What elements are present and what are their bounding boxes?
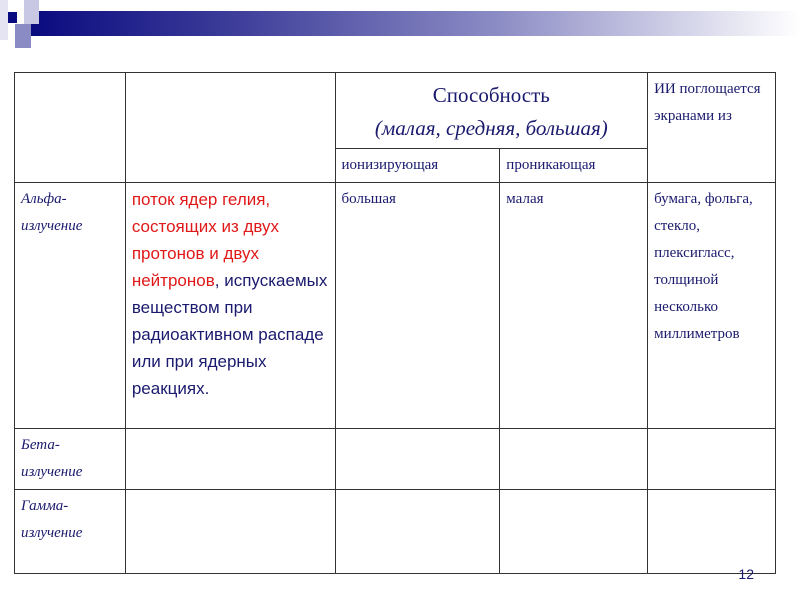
row-screen	[648, 490, 776, 574]
decor-square	[0, 0, 8, 40]
description-rest: , испускаемых веществом при радиоактивном распаде или при ядерных реакциях.	[131, 271, 328, 398]
row-name: Бета-излучение	[15, 429, 126, 490]
empty-cell	[15, 73, 126, 183]
ability-subtitle: (малая, средняя, большая)	[374, 116, 608, 140]
radiation-table	[14, 72, 776, 574]
row-description	[125, 183, 335, 429]
penetrating-header: проникающая	[500, 149, 648, 183]
row-penetrating	[500, 429, 648, 490]
ability-title: Способность	[432, 83, 550, 107]
row-description	[125, 429, 335, 490]
description-highlight: поток ядер гелия, состоящих из двух протонов и двух нейтронов	[131, 190, 280, 290]
row-screen: бумага, фольга, стекло, плексигласс, толщиной несколько миллиметров	[648, 183, 776, 429]
row-ionizing	[335, 490, 500, 574]
row-description	[125, 490, 335, 574]
row-penetrating: малая	[500, 183, 648, 429]
row-ionizing	[335, 429, 500, 490]
absorbed-header: ИИ поглощается экранами из	[648, 73, 776, 183]
decor-square	[24, 0, 39, 24]
row-screen	[648, 429, 776, 490]
row-ionizing: большая	[335, 183, 500, 429]
row-penetrating	[500, 490, 648, 574]
ability-header	[335, 73, 648, 149]
slide-number: 12	[738, 566, 754, 582]
empty-cell	[125, 73, 335, 183]
ionizing-header: ионизирующая	[335, 149, 500, 183]
title-gradient-bar	[30, 11, 800, 36]
decor-square	[8, 12, 17, 23]
row-name: Гамма-излучение	[15, 490, 126, 574]
decor-square	[15, 24, 31, 48]
row-name: Альфа-излучение	[15, 183, 126, 429]
